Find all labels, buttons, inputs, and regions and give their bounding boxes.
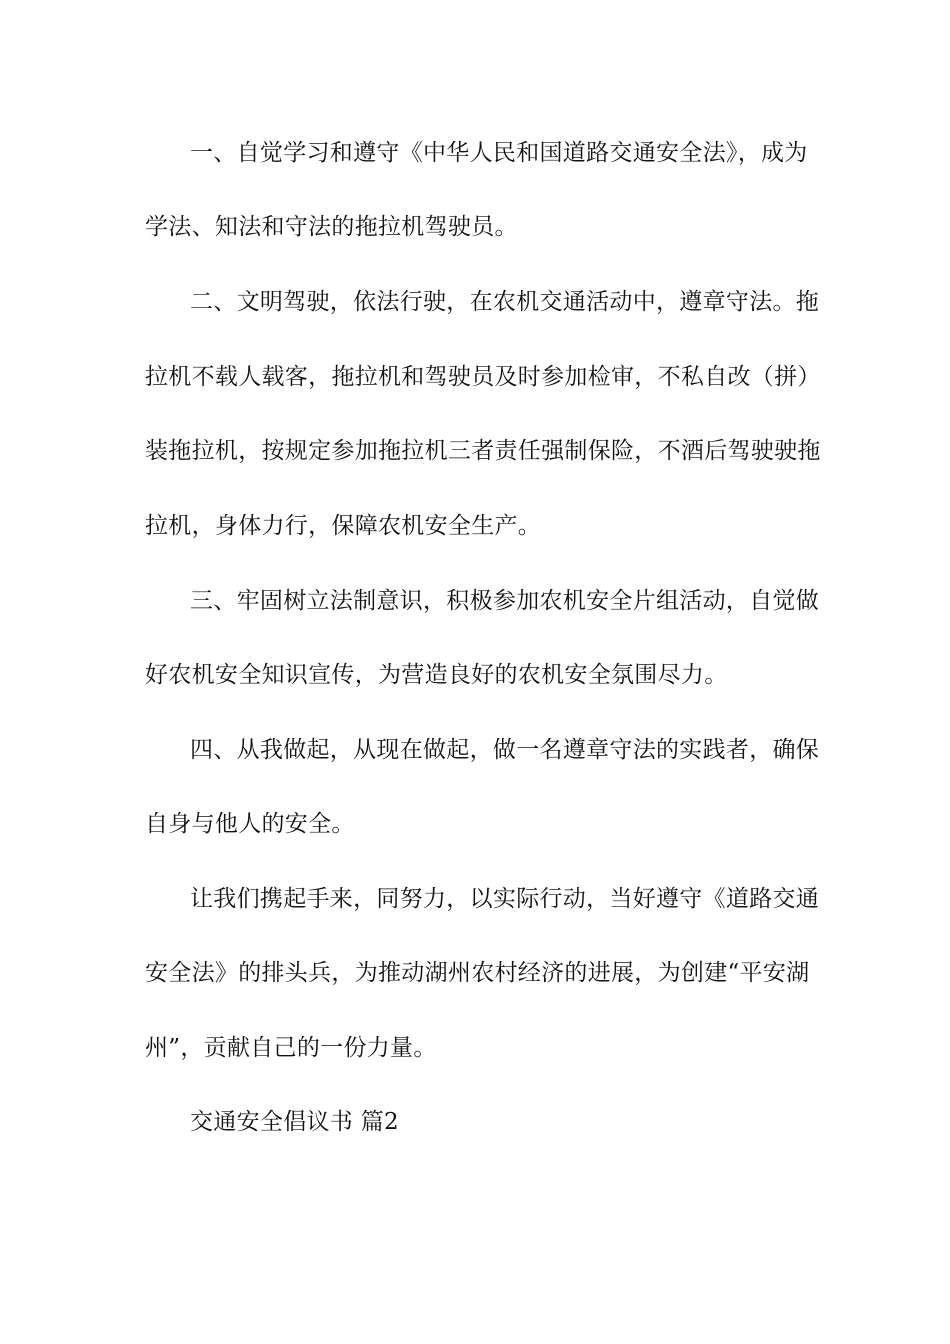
paragraph-3-line-2: 好农机安全知识宣传，为营造良好的农机安全氛围尽力。 [145,662,728,688]
paragraph-2-line-4: 拉机，身体力行，保障农机安全生产。 [145,513,542,539]
paragraph-5-line-3: 州”，贡献自己的一份力量。 [145,1035,437,1061]
paragraph-2-line-3: 装拖拉机，按规定参加拖拉机三者责任强制保险，不酒后驾驶驶拖 [145,438,821,464]
section-heading: 交通安全倡议书 篇2 [190,1109,399,1135]
paragraph-5-line-1: 让我们携起手来，同努力，以实际行动，当好遵守《道路交通 [190,886,820,912]
paragraph-5-line-2: 安全法》的排头兵，为推动湖州农村经济的进展，为创建“平安湖 [145,960,810,986]
paragraph-2-line-2: 拉机不载人载客，拖拉机和驾驶员及时参加检审，不私自改（拼） [145,364,821,390]
paragraph-2-line-1: 二、文明驾驶，依法行驶，在农机交通活动中，遵章守法。拖 [190,289,820,315]
paragraph-3-line-1: 三、牢固树立法制意识，积极参加农机安全片组活动，自觉做 [190,588,820,614]
paragraph-1-line-1: 一、自觉学习和遵守《中华人民和国道路交通安全法》，成为 [190,140,808,166]
paragraph-4-line-2: 自身与他人的安全。 [145,811,355,837]
paragraph-1-line-2: 学法、知法和守法的拖拉机驾驶员。 [145,214,518,240]
paragraph-4-line-1: 四、从我做起，从现在做起，做一名遵章守法的实践者，确保 [190,737,820,763]
